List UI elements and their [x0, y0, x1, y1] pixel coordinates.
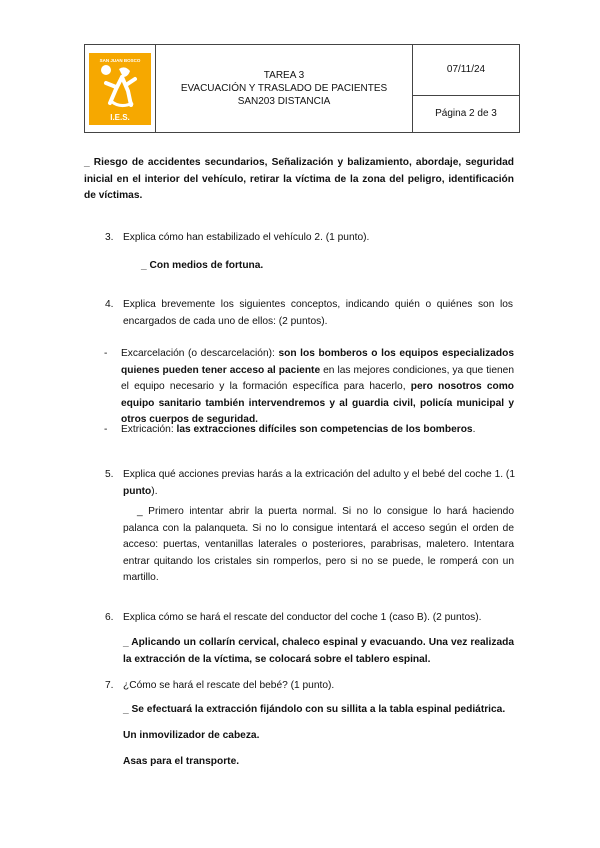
logo-graphic-icon	[89, 53, 151, 125]
course-code: SAN203 DISTANCIA	[237, 96, 331, 107]
q4-item2: Extricación: las extracciones difíciles son competencias de los bomberos.	[121, 424, 476, 435]
logo-bottom-text: I.E.S.	[110, 112, 130, 122]
q6-number: 6.	[105, 612, 114, 623]
document-header	[84, 44, 520, 133]
q7-answer-2: Un inmovilizador de cabeza.	[123, 730, 260, 741]
page-cell	[413, 96, 520, 133]
date-cell	[413, 45, 520, 96]
course-title: EVACUACIÓN Y TRASLADO DE PACIENTES	[180, 83, 388, 94]
page-number: Página 2 de 3	[435, 107, 497, 119]
intro-answer: _ Riesgo de accidentes secundarios, Señalización y balizamiento, abordaje, seguridad inicial en el interior del vehículo, retirar la víctima de la zona del peligro, identificación de víctimas.	[84, 157, 514, 202]
q6-question: Explica cómo se hará el rescate del conductor del coche 1 (caso B). (2 puntos).	[123, 612, 482, 623]
q4-question: Explica brevemente los siguientes conceptos, indicando quién o quiénes son los encargados de cada uno de ellos: (2 puntos).	[123, 299, 513, 327]
q7-question: ¿Cómo se hará el rescate del bebé? (1 punto).	[123, 680, 335, 691]
logo-top-text: SAN JUAN BOSCO	[99, 57, 141, 63]
q4-item2-dash: -	[104, 424, 108, 435]
excarcelacion-term: Excarcelación (o descarcelación):	[121, 348, 279, 359]
school-logo	[89, 53, 151, 125]
q7-number: 7.	[105, 680, 114, 691]
extricacion-term: Extricación:	[121, 424, 177, 435]
q4-item1-dash: -	[104, 348, 108, 359]
q7-answer-3: Asas para el transporte.	[123, 756, 240, 767]
q3-answer: _ Con medios de fortuna.	[141, 260, 264, 271]
task-number: TAREA 3	[263, 70, 305, 81]
q5-number: 5.	[105, 469, 114, 480]
q7-answer-1: _ Se efectuará la extracción fijándolo con su sillita a la tabla espinal pediátrica.	[123, 704, 506, 715]
logo-cell	[85, 45, 156, 133]
q5-answer: _ Primero intentar abrir la puerta normal. Si no lo consigue lo hará haciendo palanca con la palanqueta. Si no lo consigue intentará el acceso según el orden de acceso: puertas, ventanillas laterales o posteriores, parabrisas, maletero. Intentara entrar quitando los cristales sin romperlos, pero si no se puede, le romperá con un martillo.	[123, 506, 514, 584]
q5-question: Explica qué acciones previas harás a la extricación del adulto y el bebé del coche 1. (1 punto).	[123, 469, 515, 497]
q3-question: Explica cómo han estabilizado el vehículo 2. (1 punto).	[123, 232, 370, 243]
q4-item1: Excarcelación (o descarcelación): son los bomberos o los equipos especializados quienes pueden tener acceso al paciente en las mejores condiciones, ya que tienen el equipo necesario y la formación específica para hacerlo, pero nosotros como equipo sanitario también intervendremos y al guardia civil, policía municipal y otros cuerpos de seguridad.	[121, 348, 514, 426]
q6-answer: _ Aplicando un collarín cervical, chaleco espinal y evacuando. Una vez realizada la extracción de la víctima, se colocará sobre el tablero espinal.	[123, 637, 514, 665]
q3-number: 3.	[105, 232, 114, 243]
document-date: 07/11/24	[446, 63, 486, 75]
title-cell	[156, 45, 413, 133]
q4-number: 4.	[105, 299, 114, 310]
